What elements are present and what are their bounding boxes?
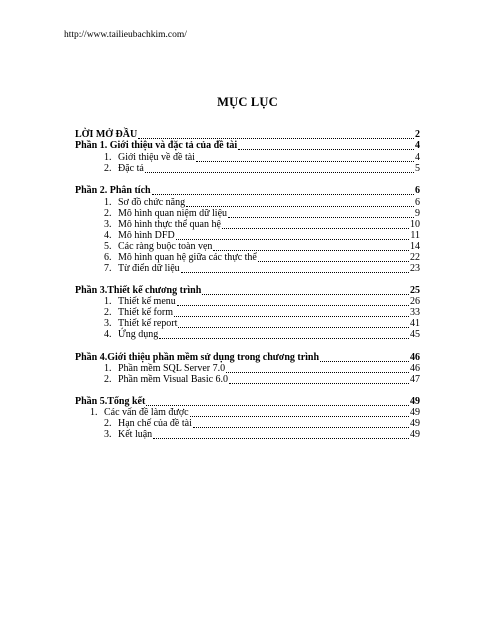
- toc-page-number: 23: [410, 263, 420, 274]
- toc-entry-label: Phần 5.Tổng kết: [75, 396, 146, 407]
- leader-dots: [193, 426, 409, 428]
- toc-page-number: 25: [410, 285, 420, 296]
- leader-dots: [213, 249, 409, 251]
- toc-page-number: 11: [410, 230, 420, 241]
- toc-entry-label: Các ràng buộc toàn vẹn: [118, 241, 213, 252]
- toc-item-number: 3.: [104, 219, 112, 230]
- toc-entry-label: Mô hình quan hệ giữa các thực thể: [118, 252, 257, 263]
- leader-dots: [320, 360, 409, 362]
- toc-entry-label: Phần 4.Giới thiệu phần mềm sử dụng trong chương trình: [75, 352, 320, 363]
- toc-entry-label: Phần mềm Visual Basic 6.0: [118, 374, 229, 385]
- toc-item-number: 1.: [104, 296, 112, 307]
- toc-item-number: 1.: [104, 152, 112, 163]
- page-title: MỤC LỤC: [217, 95, 278, 109]
- toc-page-number: 45: [410, 329, 420, 340]
- toc-entry-label: Phần mềm SQL Server 7.0: [118, 363, 226, 374]
- toc-item-number: 4.: [104, 329, 112, 340]
- leader-dots: [190, 415, 409, 417]
- leader-dots: [145, 171, 414, 173]
- leader-dots: [258, 260, 409, 262]
- toc-item[interactable]: [104, 163, 420, 175]
- toc-item[interactable]: [104, 429, 420, 441]
- toc-item-number: 6.: [104, 252, 112, 263]
- toc-item-number: 3.: [104, 429, 112, 440]
- toc-item-number: 2.: [104, 374, 112, 385]
- leader-dots: [174, 315, 409, 317]
- toc-page-number: 46: [410, 352, 420, 363]
- toc-item-number: 2.: [104, 163, 112, 174]
- toc-item[interactable]: [104, 263, 420, 275]
- leader-dots: [196, 160, 414, 162]
- toc-item[interactable]: [104, 374, 420, 386]
- toc-page-number: 41: [410, 318, 420, 329]
- toc-page-number: 49: [410, 418, 420, 429]
- toc-page-number: 49: [410, 407, 420, 418]
- toc-item-number: 1.: [90, 407, 98, 418]
- toc-page-number: 5: [415, 163, 420, 174]
- leader-dots: [238, 148, 414, 150]
- toc-item-number: 1.: [104, 197, 112, 208]
- toc-entry-label: Phần 2. Phân tích: [75, 185, 151, 196]
- toc-entry-label: Sơ đồ chức năng: [118, 197, 186, 208]
- leader-dots: [178, 326, 409, 328]
- toc-page-number: 26: [410, 296, 420, 307]
- leader-dots: [226, 371, 409, 373]
- toc-page-number: 33: [410, 307, 420, 318]
- toc-item-number: 1.: [104, 363, 112, 374]
- toc-item-number: 5.: [104, 241, 112, 252]
- toc-entry-label: Mô hình thực thể quan hệ: [118, 219, 221, 230]
- toc-entry-label: Từ điển dữ liệu: [118, 263, 180, 274]
- toc-entry-label: Phần 3.Thiết kế chương trình: [75, 285, 202, 296]
- toc-item-number: 4.: [104, 230, 112, 241]
- toc-item-number: 2.: [104, 418, 112, 429]
- toc-entry-label: Thiết kế form: [118, 307, 173, 318]
- toc-entry-label: Giới thiệu về đề tài: [118, 152, 195, 163]
- toc-entry-label: Mô hình quan niệm dữ liệu: [118, 208, 228, 219]
- toc-item-number: 3.: [104, 318, 112, 329]
- leader-dots: [159, 337, 409, 339]
- toc-entry-label: LỜI MỞ ĐẦU: [75, 129, 138, 140]
- leader-dots: [152, 193, 414, 195]
- toc-page-number: 9: [415, 208, 420, 219]
- toc-entry-label: Thiết kế report: [118, 318, 178, 329]
- toc-page-number: 2: [415, 129, 420, 140]
- leader-dots: [176, 238, 410, 240]
- toc-part-1[interactable]: [75, 140, 420, 152]
- toc-page-number: 6: [415, 185, 420, 196]
- leader-dots: [153, 437, 409, 439]
- leader-dots: [186, 205, 414, 207]
- leader-dots: [138, 137, 414, 139]
- toc-entry-label: Hạn chế của đề tài: [118, 418, 192, 429]
- toc-page-number: 22: [410, 252, 420, 263]
- toc-item[interactable]: [104, 329, 420, 341]
- toc-item-number: 2.: [104, 307, 112, 318]
- toc-entry-label: Kết luận: [118, 429, 153, 440]
- leader-dots: [202, 293, 409, 295]
- toc-entry-label: Phần 1. Giới thiệu và đặc tả của đề tài: [75, 140, 238, 151]
- toc-page-number: 49: [410, 396, 420, 407]
- toc-entry-label: Thiết kế menu: [118, 296, 176, 307]
- toc-part-2[interactable]: [75, 185, 420, 197]
- toc-entry-label: Mô hình DFD: [118, 230, 175, 241]
- toc-entry-label: Các vấn đề làm được: [104, 407, 189, 418]
- leader-dots: [177, 304, 409, 306]
- leader-dots: [222, 227, 409, 229]
- toc-page-number: 47: [410, 374, 420, 385]
- toc-page-number: 49: [410, 429, 420, 440]
- leader-dots: [146, 404, 409, 406]
- header-url: http://www.tailieubachkim.com/: [64, 30, 187, 40]
- toc-entry-label: Ứng dụng: [118, 329, 159, 340]
- leader-dots: [181, 271, 409, 273]
- toc-page-number: 10: [410, 219, 420, 230]
- toc-item-number: 2.: [104, 208, 112, 219]
- toc-page-number: 4: [415, 152, 420, 163]
- toc-page-number: 6: [415, 197, 420, 208]
- toc-page-number: 46: [410, 363, 420, 374]
- toc-page-number: 14: [410, 241, 420, 252]
- toc-entry-label: Đặc tả: [118, 163, 144, 174]
- toc-item-number: 7.: [104, 263, 112, 274]
- toc-page-number: 4: [415, 140, 420, 151]
- leader-dots: [228, 216, 414, 218]
- leader-dots: [229, 382, 409, 384]
